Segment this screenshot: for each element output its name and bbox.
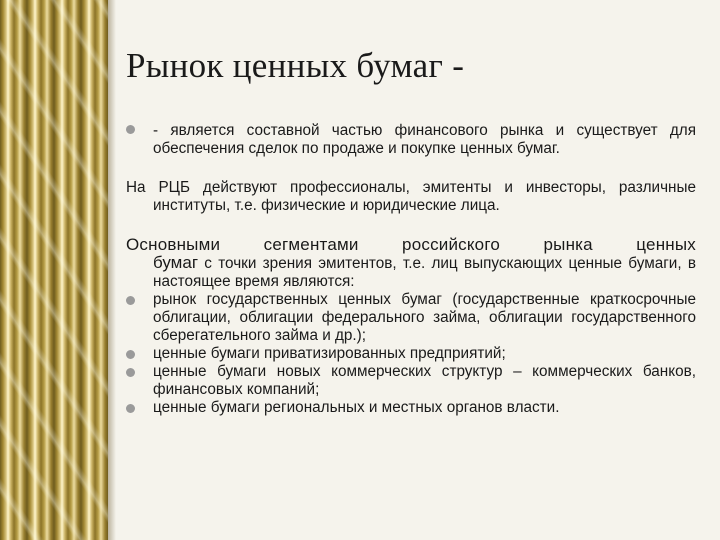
list-item-text: ценные бумаги региональных и местных органов власти. xyxy=(153,399,560,416)
segments-heading: Основными сегментами российского рынка ценных xyxy=(126,235,696,254)
bullet-icon xyxy=(126,404,135,413)
list-item-text: ценные бумаги новых коммерческих структур – коммерческих банков, финансовых компаний; xyxy=(153,363,696,398)
bullet-icon xyxy=(126,296,135,305)
slide-title: Рынок ценных бумаг - xyxy=(126,46,465,85)
list-item xyxy=(126,399,696,417)
list-item-text: рынок государственных ценных бумаг (государственные краткосрочные облигации, облигации федерального займа, облигации государственного сберегательного займа и др.); xyxy=(153,291,696,344)
list-item xyxy=(126,345,696,363)
segments-heading-continuation xyxy=(126,254,696,291)
bullet-icon xyxy=(126,350,135,359)
decorative-gold-band xyxy=(0,0,108,540)
bullet-icon xyxy=(126,125,135,134)
segments-heading-rest: с точки зрения эмитентов, т.е. лиц выпускающих ценные бумаги, в настоящее время являются: xyxy=(153,255,696,290)
segments-heading-word: бумаг xyxy=(153,253,199,272)
slide-content xyxy=(126,122,696,417)
definition-paragraph xyxy=(126,122,696,158)
participants-paragraph: На РЦБ действуют профессионалы, эмитенты и инвесторы, различные институты, т.е. физические и юридические лица. xyxy=(126,179,696,214)
segments-block xyxy=(126,236,696,417)
band-shadow xyxy=(108,0,116,540)
list-item xyxy=(126,291,696,345)
list-item xyxy=(126,363,696,399)
bullet-icon xyxy=(126,368,135,377)
definition-text: - является составной частью финансового рынка и существует для обеспечения сделок по продаже и покупке ценных бумаг. xyxy=(153,122,696,157)
list-item-text: ценные бумаги приватизированных предприятий; xyxy=(153,345,506,362)
